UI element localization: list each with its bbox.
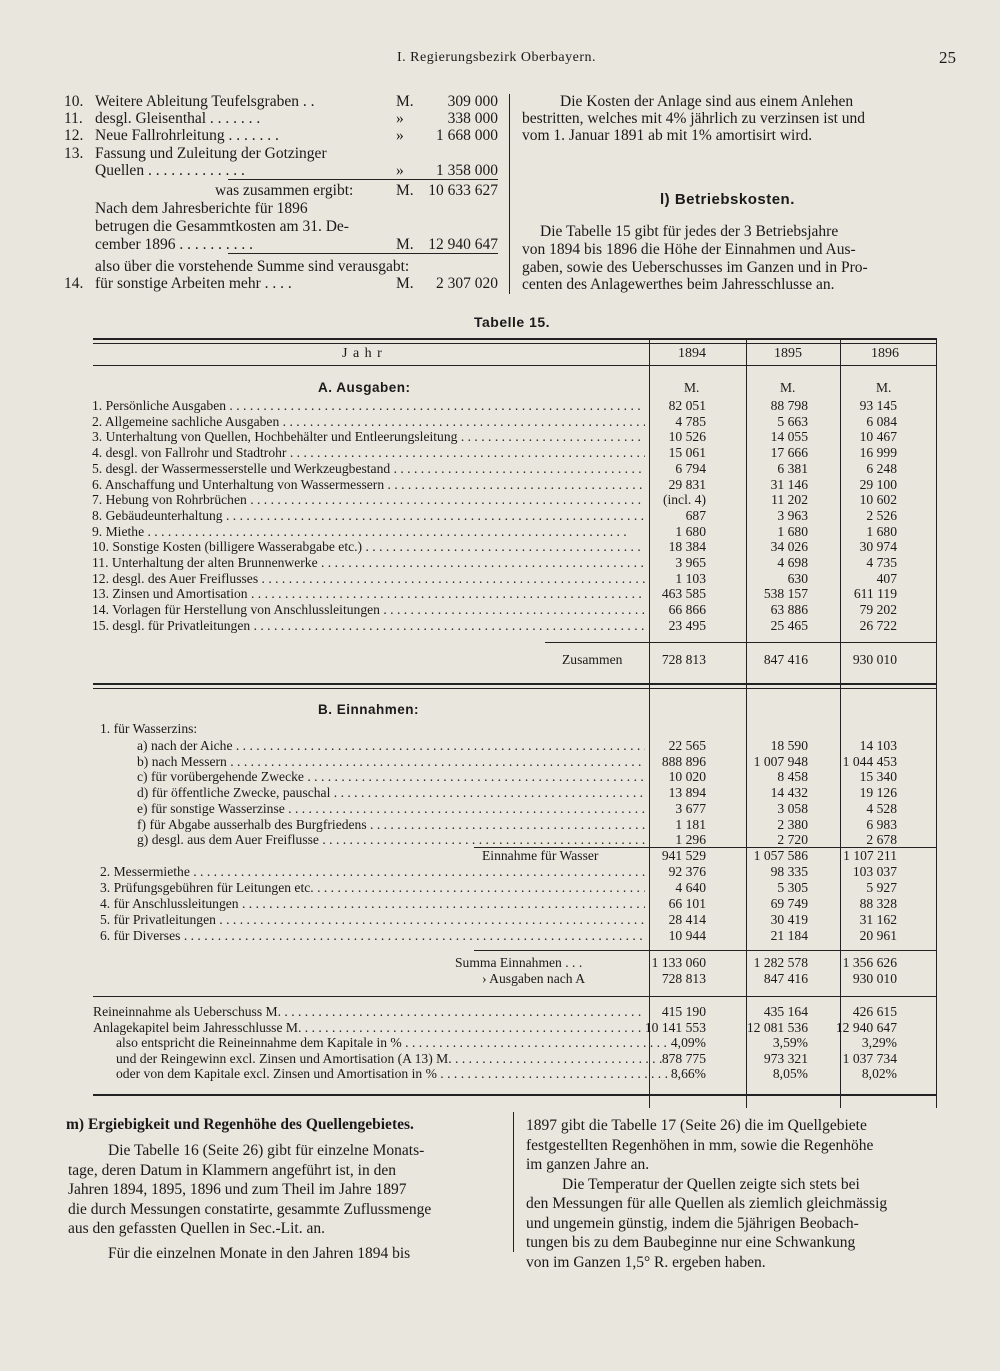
value-1894: 13 894 bbox=[668, 785, 706, 801]
value-1895: 1 007 948 bbox=[753, 753, 808, 769]
table-row bbox=[0, 912, 1000, 928]
value-1894: 10 020 bbox=[668, 769, 706, 785]
text-line: den Messungen für alle Quellen als ziemlich gleichmässig bbox=[526, 1195, 888, 1212]
total-amount: 12 940 647 bbox=[428, 236, 498, 253]
value-1896: 8,02% bbox=[861, 1066, 897, 1081]
text-line: betrugen die Gesammtkosten am 31. De- bbox=[95, 218, 349, 235]
table-row bbox=[0, 461, 1000, 477]
value-1895: 12 081 536 bbox=[746, 1019, 808, 1035]
value-1894: 1 133 060 bbox=[651, 955, 706, 970]
value-1896: 26 722 bbox=[859, 617, 897, 633]
value-1896: 407 bbox=[876, 570, 897, 586]
value-1894: 10 141 553 bbox=[644, 1019, 706, 1035]
value-1895: 5 663 bbox=[777, 413, 808, 429]
value-1896: 6 983 bbox=[866, 816, 897, 832]
table-row bbox=[0, 928, 1000, 944]
list-number: 12. bbox=[64, 127, 84, 144]
value-1895: 31 146 bbox=[770, 476, 808, 492]
list-number: 11. bbox=[64, 110, 83, 127]
value-1896: 1 107 211 bbox=[843, 848, 897, 863]
value-1895: 14 055 bbox=[770, 429, 808, 445]
sum-rule bbox=[649, 642, 936, 643]
row-label: Reineinnahme als Ueberschuss M. . . . bbox=[93, 1004, 645, 1020]
row-label: g) desgl. aus dem Auer Freiflusse . . . bbox=[137, 832, 645, 848]
value-1894: 4,09% bbox=[670, 1035, 706, 1050]
value-1896: 1 680 bbox=[866, 523, 897, 539]
table-row bbox=[0, 864, 1000, 880]
text-line: bestritten, welches mit 4% jährlich zu verzinsen ist und bbox=[522, 110, 866, 127]
value-1896: 426 615 bbox=[852, 1004, 897, 1019]
value-1895: 5 305 bbox=[777, 879, 808, 895]
value-1894: 82 051 bbox=[668, 398, 706, 413]
column-divider bbox=[509, 94, 510, 294]
value-1895: 2 720 bbox=[777, 832, 808, 848]
total-label: Summa Einnahmen . . . bbox=[455, 955, 583, 970]
value-1894: 415 190 bbox=[661, 1004, 706, 1019]
total-label: was zusammen ergibt: bbox=[215, 182, 354, 199]
table-row bbox=[0, 1051, 1000, 1067]
row-label: und der Reingewinn excl. Zinsen und Amortisation (A 13) M. . . . bbox=[116, 1051, 668, 1067]
value-1894: 22 565 bbox=[668, 738, 706, 753]
value-1896: 20 961 bbox=[859, 927, 897, 943]
value-1895: 1 680 bbox=[777, 523, 808, 539]
value-1895: 30 419 bbox=[770, 911, 808, 927]
table-caption: Tabelle 15. bbox=[474, 314, 551, 330]
unit-label: M. bbox=[876, 380, 892, 395]
list-label: desgl. Gleisenthal . . . . . . . bbox=[95, 110, 261, 127]
list-amount: 338 000 bbox=[447, 110, 498, 127]
value-1896: 6 248 bbox=[866, 460, 897, 476]
value-1894: 728 813 bbox=[661, 971, 706, 986]
row-label: also entspricht die Reineinnahme dem Kapitale in % . . . bbox=[116, 1035, 668, 1051]
row-label: 1. Persönliche Ausgaben . . . bbox=[92, 398, 645, 414]
section-b-title: B. Einnahmen: bbox=[318, 702, 420, 717]
value-1895: 847 416 bbox=[763, 652, 808, 667]
row-label: 2. Messermiethe . . . bbox=[100, 864, 645, 880]
text-line: centen des Anlagewerthes beim Jahresschlusse an. bbox=[522, 276, 835, 293]
total-currency: M. bbox=[396, 275, 414, 292]
table-row bbox=[0, 445, 1000, 461]
value-1896: 10 467 bbox=[859, 429, 897, 445]
table-row bbox=[0, 785, 1000, 801]
value-1894: 1 296 bbox=[675, 832, 706, 848]
value-1895: 88 798 bbox=[770, 398, 808, 413]
table-row bbox=[0, 880, 1000, 896]
value-1896: 16 999 bbox=[859, 445, 897, 461]
table-row bbox=[0, 1004, 1000, 1020]
row-label: 14. Vorlagen für Herstellung von Anschlussleitungen . . . bbox=[92, 602, 645, 618]
value-1894: 15 061 bbox=[668, 445, 706, 461]
section-heading-m: m) Ergiebigkeit und Regenhöhe des Quellengebietes. bbox=[66, 1116, 414, 1133]
value-1896: 93 145 bbox=[859, 398, 897, 413]
table-row bbox=[0, 817, 1000, 833]
value-1894: 1 103 bbox=[675, 570, 706, 586]
row-label: a) nach der Aiche . . . bbox=[137, 738, 645, 754]
value-1896: 1 044 453 bbox=[842, 753, 897, 769]
table-row bbox=[0, 1020, 1000, 1036]
table-row bbox=[0, 414, 1000, 430]
text-line: Die Kosten der Anlage sind aus einem Anlehen bbox=[560, 93, 854, 110]
text-line: die durch Messungen constatirte, gesammte Zuflussmenge bbox=[68, 1200, 432, 1218]
value-1895: 69 749 bbox=[770, 895, 808, 911]
total-amount: 10 633 627 bbox=[428, 182, 498, 199]
value-1896: 10 602 bbox=[859, 492, 897, 508]
list-label: Neue Fallrohrleitung . . . . . . . bbox=[95, 127, 279, 144]
value-1895: 34 026 bbox=[770, 539, 808, 555]
table-row bbox=[0, 801, 1000, 817]
table-row bbox=[0, 754, 1000, 770]
text-line: Nach dem Jahresberichte für 1896 bbox=[95, 200, 308, 217]
value-1896: 19 126 bbox=[859, 785, 897, 801]
row-label: oder von dem Kapitale excl. Zinsen und Amortisation in % . . . bbox=[116, 1066, 668, 1082]
value-1894: 28 414 bbox=[668, 911, 706, 927]
value-1896: 14 103 bbox=[859, 738, 897, 753]
value-1895: 4 698 bbox=[777, 555, 808, 570]
row-label: 6. für Diverses . . . bbox=[100, 928, 645, 944]
year-header: 1896 bbox=[871, 346, 899, 361]
value-1894: 66 866 bbox=[668, 602, 706, 618]
year-header: 1895 bbox=[774, 346, 802, 361]
row-label: 8. Gebäudeunterhaltung . . . bbox=[92, 508, 645, 524]
row-label: 3. Prüfungsgebühren für Leitungen etc. . . . bbox=[100, 880, 645, 896]
value-1895: 3 963 bbox=[777, 507, 808, 523]
value-1896: 4 528 bbox=[866, 800, 897, 816]
text-line: festgestellten Regenhöhen in mm, sowie die Regenhöhe bbox=[526, 1136, 874, 1154]
value-1894: 463 585 bbox=[661, 586, 706, 602]
page-number: 25 bbox=[939, 48, 956, 67]
value-1894: 687 bbox=[685, 507, 706, 523]
value-1895: 2 380 bbox=[777, 816, 808, 832]
value-1896: 103 037 bbox=[852, 864, 897, 879]
sum-rule bbox=[545, 642, 649, 643]
table-row bbox=[0, 398, 1000, 414]
summa-einnahmen-row bbox=[0, 955, 1000, 971]
value-1896: 31 162 bbox=[859, 911, 897, 927]
unit-label: M. bbox=[780, 380, 796, 395]
value-1894: 6 794 bbox=[675, 460, 706, 476]
value-1894: 23 495 bbox=[668, 617, 706, 633]
header-rule bbox=[93, 365, 936, 366]
row-label: Anlagekapitel beim Jahresschlusse M. . . . bbox=[93, 1020, 645, 1036]
text-line: tage, deren Datum in Klammern angeführt ist, in den bbox=[68, 1161, 396, 1179]
value-1896: 5 927 bbox=[866, 879, 897, 895]
section-a-title: A. Ausgaben: bbox=[318, 380, 411, 395]
value-1894: 92 376 bbox=[668, 864, 706, 879]
total-currency: M. bbox=[396, 236, 414, 253]
value-1894: 3 965 bbox=[675, 555, 706, 570]
ausgaben-nach-a-row bbox=[0, 971, 1000, 987]
value-1894: 3 677 bbox=[675, 800, 706, 816]
total-amount: 2 307 020 bbox=[436, 275, 498, 292]
list-number: 14. bbox=[64, 275, 84, 292]
zusammen-row bbox=[0, 652, 1000, 668]
value-1896: 1 037 734 bbox=[842, 1050, 897, 1066]
text-line: tungen bis zu dem Baubeginne nur eine Schwankung bbox=[526, 1234, 856, 1251]
row-label: b) nach Messern . . . bbox=[137, 754, 645, 770]
value-1895: 18 590 bbox=[770, 738, 808, 753]
value-1894: 1 680 bbox=[675, 523, 706, 539]
value-1896: 611 119 bbox=[853, 586, 897, 602]
value-1896: 2 526 bbox=[866, 507, 897, 523]
list-label: Fassung und Zuleitung der Gotzinger bbox=[95, 145, 327, 162]
sum-rule bbox=[474, 950, 936, 951]
table-row bbox=[0, 1066, 1000, 1082]
column-divider bbox=[513, 1112, 514, 1252]
value-1894: 29 831 bbox=[668, 476, 706, 492]
row-label: 2. Allgemeine sachliche Ausgaben . . . bbox=[92, 414, 645, 430]
value-1896: 2 678 bbox=[866, 832, 897, 848]
row-label: 11. Unterhaltung der alten Brunnenwerke . . . bbox=[92, 555, 645, 571]
value-1896: 30 974 bbox=[859, 539, 897, 555]
text-line: Für die einzelnen Monate in den Jahren 1894 bis bbox=[108, 1244, 411, 1262]
value-1896: 79 202 bbox=[859, 602, 897, 618]
text-line: vom 1. Januar 1891 ab mit 1% amortisirt wird. bbox=[522, 127, 813, 144]
value-1895: 11 202 bbox=[771, 492, 808, 508]
list-currency: » bbox=[396, 127, 404, 144]
value-1896: 6 084 bbox=[866, 413, 897, 429]
table-bottom-rule bbox=[93, 1094, 936, 1096]
table-row bbox=[0, 492, 1000, 508]
right-paragraph bbox=[526, 1116, 962, 1272]
table-row bbox=[0, 429, 1000, 445]
value-1896: 12 940 647 bbox=[835, 1019, 897, 1035]
value-1894: 878 775 bbox=[661, 1050, 706, 1066]
table-top-rule bbox=[93, 338, 936, 340]
value-1895: 973 321 bbox=[763, 1050, 808, 1066]
value-1895: 63 886 bbox=[770, 602, 808, 618]
subtotal-label: Einnahme für Wasser bbox=[482, 848, 599, 863]
row-label: 5. desgl. der Wassermesserstelle und Werkzeugbestand . . . bbox=[92, 461, 645, 477]
table-row bbox=[0, 477, 1000, 493]
value-1895: 14 432 bbox=[770, 785, 808, 801]
section-heading: l) Betriebskosten. bbox=[660, 191, 795, 208]
value-1894: 8,66% bbox=[670, 1066, 706, 1081]
value-1894: 66 101 bbox=[668, 895, 706, 911]
table-row bbox=[0, 738, 1000, 754]
value-1896: 930 010 bbox=[852, 652, 897, 667]
value-1896: 29 100 bbox=[859, 476, 897, 492]
value-1896: 4 735 bbox=[866, 555, 897, 570]
list-amount: 1 358 000 bbox=[436, 162, 498, 179]
list-currency: » bbox=[396, 162, 404, 179]
row-label: 3. Unterhaltung von Quellen, Hochbehälter und Entleerungsleitung . . . bbox=[92, 429, 645, 445]
list-number: 10. bbox=[64, 93, 84, 110]
value-1896: 1 356 626 bbox=[842, 955, 897, 970]
text-line: Die Tabelle 15 gibt für jedes der 3 Betriebsjahre bbox=[540, 223, 839, 240]
list-amount: 1 668 000 bbox=[436, 127, 498, 144]
row-label: 4. für Anschlussleitungen . . . bbox=[100, 896, 645, 912]
value-1896: 3,29% bbox=[861, 1035, 897, 1050]
row-label: 13. Zinsen und Amortisation . . . bbox=[92, 586, 645, 602]
value-1894: 10 526 bbox=[668, 429, 706, 445]
value-1894: 10 944 bbox=[668, 927, 706, 943]
row-label: d) für öffentliche Zwecke, pauschal . . . bbox=[137, 785, 645, 801]
row-label: 12. desgl. des Auer Freiflusses . . . bbox=[92, 571, 645, 587]
row-label: 1. für Wasserzins: bbox=[100, 721, 198, 736]
row-label: 15. desgl. für Privatleitungen . . . bbox=[92, 618, 645, 634]
table-row bbox=[0, 508, 1000, 524]
text-line: Jahren 1894, 1895, 1896 und zum Theil im Jahre 1897 bbox=[68, 1181, 407, 1198]
value-1895: 8,05% bbox=[772, 1066, 808, 1081]
value-1894: 4 785 bbox=[675, 413, 706, 429]
value-1894: 1 181 bbox=[675, 816, 706, 832]
row-label: 7. Hebung von Rohrbrüchen . . . bbox=[92, 492, 645, 508]
column-header-jahr: J a h r bbox=[342, 346, 383, 361]
value-1894: 728 813 bbox=[661, 652, 706, 667]
table-row bbox=[0, 896, 1000, 912]
list-number: 13. bbox=[64, 145, 84, 162]
row-label: 4. desgl. von Fallrohr und Stadtrohr . . . bbox=[92, 445, 645, 461]
total-label: › Ausgaben nach A bbox=[482, 971, 586, 986]
text-line: 1897 gibt die Tabelle 17 (Seite 26) die im Quellgebiete bbox=[526, 1117, 867, 1134]
value-1895: 6 381 bbox=[777, 460, 808, 476]
value-1895: 1 282 578 bbox=[753, 955, 808, 970]
row-label: c) für vorübergehende Zwecke . . . bbox=[137, 769, 645, 785]
zusammen-label: Zusammen bbox=[562, 652, 623, 667]
value-1895: 3,59% bbox=[772, 1035, 808, 1050]
table-row bbox=[0, 618, 1000, 634]
table-row bbox=[0, 602, 1000, 618]
row-label: 6. Anschaffung und Unterhaltung von Wassermessern . . . bbox=[92, 477, 645, 493]
table-row bbox=[0, 539, 1000, 555]
value-1895: 25 465 bbox=[770, 617, 808, 633]
list-label: Quellen . . . . . . . . . . . . . bbox=[95, 162, 245, 179]
text-line: Die Temperatur der Quellen zeigte sich stets bei bbox=[562, 1175, 860, 1193]
value-1895: 17 666 bbox=[770, 445, 808, 461]
text-line: aus den gefassten Quellen in Sec.-Lit. an. bbox=[68, 1220, 325, 1237]
total-currency: M. bbox=[396, 182, 414, 199]
wasserzins-header-row bbox=[0, 721, 1000, 737]
table-row bbox=[0, 1035, 1000, 1051]
value-1894: 888 896 bbox=[661, 753, 706, 769]
text-line: für sonstige Arbeiten mehr . . . . bbox=[95, 275, 292, 292]
row-label: 10. Sonstige Kosten (billigere Wasserabgabe etc.) . . . bbox=[92, 539, 645, 555]
text-line: gaben, sowie des Ueberschusses im Ganzen und in Pro- bbox=[522, 259, 868, 276]
row-label: e) für sonstige Wasserzinse . . . bbox=[137, 801, 645, 817]
text-line: von 1894 bis 1896 die Höhe der Einnahmen und Aus- bbox=[522, 241, 856, 258]
value-1896: 930 010 bbox=[852, 971, 897, 986]
value-1895: 538 157 bbox=[763, 586, 808, 602]
value-1894: 18 384 bbox=[668, 539, 706, 555]
sum-rule bbox=[228, 179, 498, 180]
year-header: 1894 bbox=[678, 346, 706, 361]
value-1894: 941 529 bbox=[661, 848, 706, 863]
unit-label: M. bbox=[684, 380, 700, 395]
table-top-rule bbox=[93, 343, 936, 344]
value-1895: 435 164 bbox=[763, 1004, 808, 1019]
left-paragraph bbox=[68, 1141, 504, 1263]
text-line: cember 1896 . . . . . . . . . . bbox=[95, 236, 253, 253]
value-1896: 88 328 bbox=[859, 895, 897, 911]
value-1896: 15 340 bbox=[859, 769, 897, 785]
list-amount: 309 000 bbox=[447, 93, 498, 110]
row-label: 9. Miethe . . . bbox=[92, 524, 645, 540]
section-rule bbox=[93, 688, 936, 689]
table-row bbox=[0, 769, 1000, 785]
text-line: von im Ganzen 1,5° R. ergeben haben. bbox=[526, 1253, 766, 1271]
value-1895: 98 335 bbox=[770, 864, 808, 879]
text-line: im ganzen Jahre an. bbox=[526, 1156, 650, 1173]
table-row bbox=[0, 555, 1000, 571]
table-row bbox=[0, 571, 1000, 587]
row-label: 5. für Privatleitungen . . . bbox=[100, 912, 645, 928]
value-1894: (incl. 4) bbox=[662, 492, 706, 508]
row-label: f) für Abgabe ausserhalb des Burgfriedens . . . bbox=[137, 817, 645, 833]
value-1895: 847 416 bbox=[763, 971, 808, 986]
table-row bbox=[0, 524, 1000, 540]
value-1895: 8 458 bbox=[777, 769, 808, 785]
table-row bbox=[0, 832, 1000, 848]
table-row bbox=[0, 586, 1000, 602]
running-header: I. Regierungsbezirk Oberbayern. bbox=[397, 50, 596, 65]
value-1895: 1 057 586 bbox=[753, 848, 808, 863]
section-rule bbox=[93, 683, 936, 685]
text-line: also über die vorstehende Summe sind verausgabt: bbox=[95, 258, 410, 275]
list-currency: M. bbox=[396, 93, 414, 110]
list-currency: » bbox=[396, 110, 404, 127]
value-1895: 3 058 bbox=[777, 800, 808, 816]
sum-rule bbox=[228, 253, 498, 254]
text-line: und ungemein günstig, indem die 5jährigen Beobach- bbox=[526, 1214, 859, 1232]
text-line: Die Tabelle 16 (Seite 26) gibt für einzelne Monats- bbox=[108, 1142, 425, 1159]
value-1895: 21 184 bbox=[770, 927, 808, 943]
einnahme-wasser-row bbox=[0, 848, 1000, 864]
list-label: Weitere Ableitung Teufelsgraben . . bbox=[95, 93, 315, 110]
section-rule bbox=[93, 996, 936, 997]
value-1894: 4 640 bbox=[675, 879, 706, 895]
value-1895: 630 bbox=[787, 570, 808, 586]
